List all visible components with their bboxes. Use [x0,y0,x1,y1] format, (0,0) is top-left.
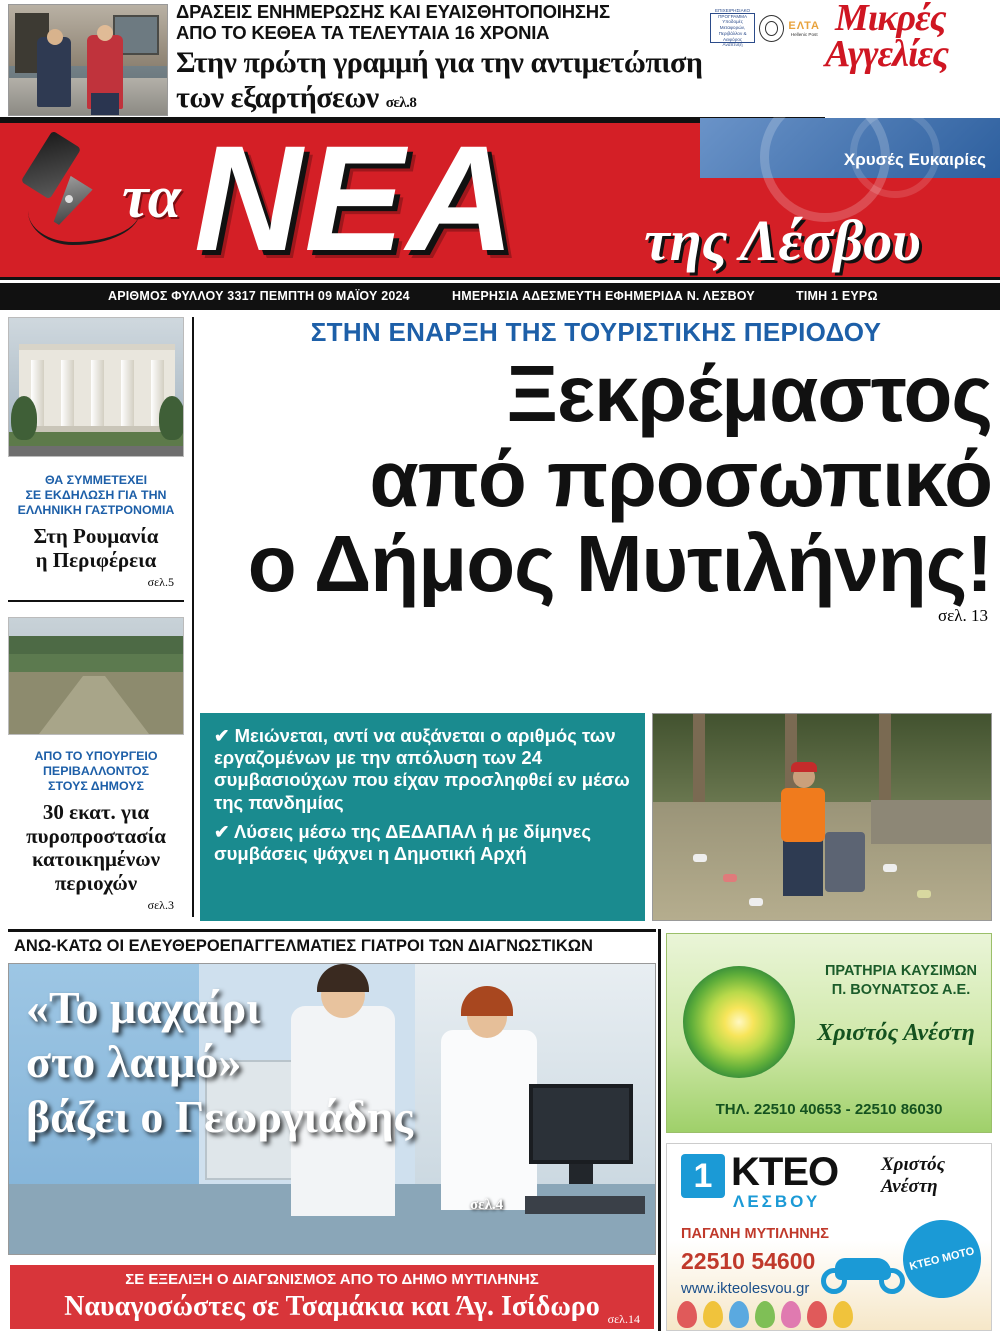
elta-title: ΕΛΤΑ [788,19,820,32]
bp-ad-greeting: Χριστός Ανέστη [817,1020,975,1046]
bp-ad-phones: ΤΗΛ. 22510 40653 - 22510 86030 [715,1101,943,1118]
kteo-greeting: Χριστός Ανέστη [881,1154,946,1197]
lead-bullets-box [200,713,645,921]
classifieds-banner-text: Χρυσές Ευκαιρίες [843,150,986,169]
kteo-title: ΚΤΕΟ [731,1150,839,1194]
regional-authority-photo [8,317,184,457]
doctors-kicker: ΑΝΩ-ΚΑΤΩ ΟΙ ΕΛΕΥΘΕΡΟΕΠΑΓΓΕΛΜΑΤΙΕΣ ΓΙΑΤΡΟΙ ΤΩΝ ΔΙΑΓΝΩΣΤΙΚΩΝ [14,937,593,955]
doctors-page-ref: σελ.4 [470,1197,504,1213]
kteo-moto-badge: ΚΤΕΟ ΜΟΤΟ [895,1212,990,1307]
divider [8,929,656,932]
left-column [8,317,194,917]
sponsor-logos [710,8,820,48]
lifeguards-box [8,1263,656,1331]
left-story1-page-ref: σελ.5 [147,575,174,590]
left-story2-headline-2: πυροπροστασία [26,823,166,848]
kteo-address: ΠΑΓΑΝΗ ΜΥΤΙΛΗΝΗΣ [681,1226,829,1242]
lead-story-photo [652,713,992,921]
lead-story-header [200,317,992,626]
price-label: ΤΙΜΗ 1 ΕΥΡΩ [796,289,878,303]
paper-descriptor: ΗΜΕΡΗΣΙΑ ΑΔΕΣΜΕΥΤΗ ΕΦΗΜΕΡΙΔΑ Ν. ΛΕΣΒΟΥ [452,289,755,303]
ministry-logo: ΕΠΙΧΕΙΡΗΣΙΑΚΟ ΠΡΟΓΡΑΜΜΑ Υποδομές Μεταφορών, Περιβάλλον & Αειφόρος Ανάπτυξη [710,13,755,43]
masthead-ta: τα [122,164,181,230]
top-headline-line1: Στην πρώτη γραμμή για την αντιμετώπιση [176,45,703,79]
left-story2-page-ref: σελ.3 [147,898,174,913]
top-page-ref: σελ.8 [385,95,417,112]
bp-ad-line1-2 [817,962,985,1000]
certification-seal-icon [759,15,784,42]
lifeguards-headline: Ναυαγοσώστες σε Τσαμάκια και Άγ. Ισίδωρο [64,1291,600,1322]
left-story2-kicker-3: ΣΤΟΥΣ ΔΗΜΟΥΣ [48,779,144,794]
left-story2-kicker-2: ΠΕΡΙΒΑΛΛΟΝΤΟΣ [42,764,150,779]
lead-page-ref: σελ. 13 [937,605,988,625]
kteo-number-badge: 1 [681,1154,725,1198]
left-story1-headline-2: η Περιφέρεια [35,547,157,572]
kteo-website[interactable]: www.ikteolesvou.gr [681,1280,810,1297]
elta-subtitle: Hellenic Post [790,31,818,37]
classifieds-line2: Αγγελίες [825,33,949,76]
classifieds-line1: Μικρές [835,0,946,39]
main-content [0,313,1000,1331]
left-story2-headline-3: κατοικημένων [31,847,161,872]
classifieds-banner[interactable] [700,118,1000,178]
top-headline-line2-text: των εξαρτήσεων [176,81,379,115]
lead-headline-line2: από προσωπικό [369,434,992,524]
bp-ad-line2: Π. ΒΟΥΝΑΤΣΟΣ Α.Ε. [831,981,971,998]
ad-bp-vounatsos[interactable] [666,933,992,1133]
fire-protection-photo [8,617,184,735]
top-strip-text [176,2,706,115]
divider [8,600,184,602]
lifeguards-kicker: ΣΕ ΕΞΕΛΙΞΗ Ο ΔΙΑΓΩΝΙΣΜΟΣ ΑΠΟ ΤΟ ΔΗΜΟ ΜΥΤΙΛΗΝΗΣ [125,1271,539,1288]
lead-headline-line3: ο Δήμος Μυτιλήνης! [247,519,992,609]
lead-headline-line1: Ξεκρέμαστος [506,349,992,438]
issue-number-date: ΑΡΙΘΜΟΣ ΦΥΛΛΟΥ 3317 ΠΕΜΠΤΗ 09 ΜΑΪΟΥ 2024 [108,289,410,303]
lead-kicker: ΣΤΗΝ ΕΝΑΡΞΗ ΤΗΣ ΤΟΥΡΙΣΤΙΚΗΣ ΠΕΡΙΟΔΟΥ [310,317,882,347]
left-story1-kicker-3: ΕΛΛΗΝΙΚΗ ΓΑΣΤΡΟΝΟΜΙΑ [17,503,175,518]
top-kicker-line2: ΑΠΟ ΤΟ ΚΕΘΕΑ ΤΑ ΤΕΛΕΥΤΑΙΑ 16 ΧΡΟΝΙΑ [176,21,550,43]
top-kicker-line1: ΔΡΑΣΕΙΣ ΕΝΗΜΕΡΩΣΗΣ ΚΑΙ ΕΥΑΙΣΘΗΤΟΠΟΙΗΣΗΣ [176,1,610,22]
kethea-photo [8,4,168,116]
doctors-headline-line3: βάζει ο Γεωργιάδης [26,1090,413,1142]
left-story2-kicker-1: ΑΠΟ ΤΟ ΥΠΟΥΡΓΕΙΟ [34,749,158,763]
left-story2-headline-4: περιοχών [54,870,138,895]
left-story2 [8,741,184,913]
bp-ad-line1: ΠΡΑΤΗΡΙΑ ΚΑΥΣΙΜΩΝ [824,963,978,979]
ad-kteo-lesvou[interactable] [666,1143,992,1331]
kteo-subtitle: ΛΕΣΒΟΥ [733,1192,821,1211]
bp-egg-logo-icon [683,966,795,1078]
issue-info-bar [0,283,1000,310]
lead-bullet-1: ✔ Μειώνεται, αντί να αυξάνεται ο αριθμός των εργαζομένων με την απόλυση των 24 συμβασιούχων που είχαν προσληφθεί εν μέσω της πανδημίας [214,725,630,813]
doctors-headline-line2: στο λαιμό» [26,1036,242,1088]
left-story2-headline-1: 30 εκατ. για [42,800,150,825]
lifeguards-page-ref: σελ.14 [607,1312,640,1326]
lead-bullet-2: ✔ Λύσεις μέσω της ΔΕΔΑΠΑΛ ή με δίμηνες συμβάσεις ψάχνει η Δημοτική Αρχή [214,820,591,864]
left-story1-headline-1: Στη Ρουμανία [33,524,159,549]
kteo-phone: 22510 54600 [681,1248,816,1274]
masthead-nea: ΝΕΑ [194,120,517,280]
scooter-icon [821,1240,905,1294]
left-story1-kicker-1: ΘΑ ΣΥΜΜΕΤΕΧΕΙ [44,473,148,487]
easter-eggs-decoration [667,1296,991,1330]
masthead-tis-lesvou: της Λέσβου [644,208,921,273]
left-story1-kicker-2: ΣΕ ΕΚΔΗΛΩΣΗ ΓΙΑ ΤΗΝ [25,488,167,503]
elta-logo [788,20,820,37]
doctors-headline-line1: «Το μαχαίρι [26,982,261,1033]
top-headline-line2 [176,82,706,114]
doctors-headline [26,981,456,1144]
divider [658,929,661,1331]
